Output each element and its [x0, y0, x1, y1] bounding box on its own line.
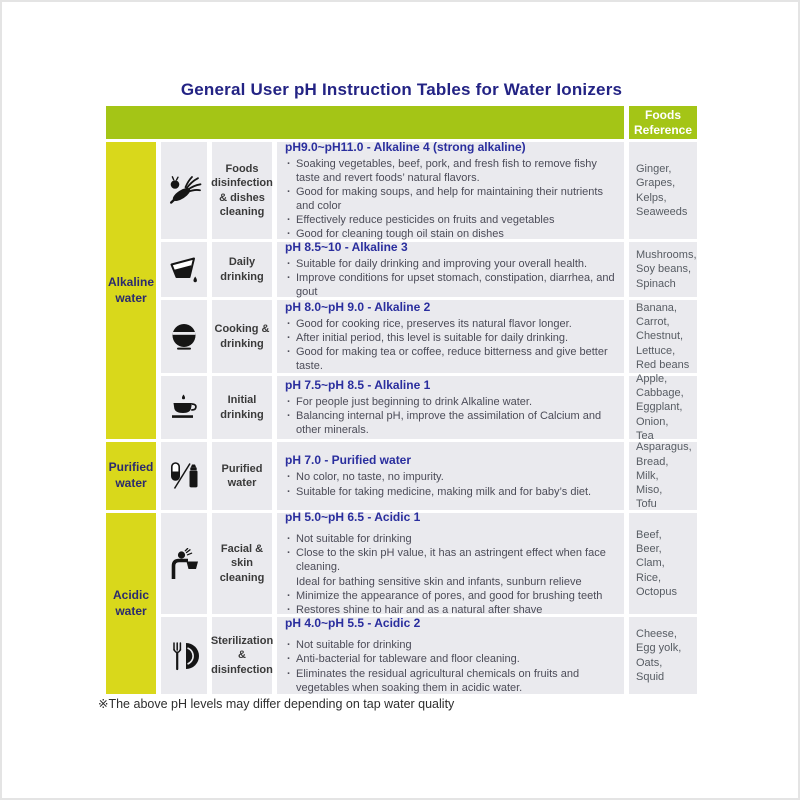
use-label: Initial drinking — [212, 376, 272, 439]
bullet-item: · Good for cooking rice, preserves its natural flavor longer. — [285, 317, 618, 331]
bullet-item: · Not suitable for drinking — [285, 638, 618, 652]
bullet-item: · Effectively reduce pesticides on fruits and vegetables — [285, 213, 618, 227]
bullet-item: · Anti-bacterial for tableware and floor cleaning. — [285, 652, 618, 666]
foods-reference-cell — [629, 442, 697, 510]
food-item: Red beans — [636, 358, 690, 371]
category-alkaline-water: Alkaline water — [106, 142, 156, 439]
icon-cell — [161, 242, 207, 297]
bullet-item: · Restores shine to hair and as a natural after shave — [285, 603, 618, 617]
category-acidic-water: Acidic water — [106, 513, 156, 694]
capsule-bottle-icon — [167, 460, 201, 492]
pouring-glass-icon — [167, 254, 201, 286]
use-label: Foods disinfection & dishes cleaning — [212, 142, 272, 239]
bullet-item: · After initial period, this level is suitable for daily drinking. — [285, 331, 618, 345]
bullet-list — [285, 257, 618, 299]
use-label: Facial & skin cleaning — [212, 513, 272, 614]
food-item: Beer, — [636, 543, 662, 556]
ph-level-heading: pH 8.0~pH 9.0 - Alkaline 2 — [285, 299, 431, 314]
food-item: Seaweeds — [636, 205, 688, 218]
rice-pot-icon — [168, 321, 200, 353]
food-item: Rice, — [636, 571, 662, 584]
icon-cell — [161, 376, 207, 439]
bullet-item: · Good for making soups, and help for maintaining their nutrients and color — [285, 185, 618, 213]
table-header-bar — [106, 106, 624, 139]
food-item: Kelps, — [636, 191, 667, 204]
ph-level-heading: pH 4.0~pH 5.5 - Acidic 2 — [285, 616, 421, 631]
bullet-item: · Eliminates the residual agricultural chemicals on fruits and vegetables when soaking them in acidic water. — [285, 667, 618, 695]
foods-reference-cell — [629, 242, 697, 297]
icon-cell — [161, 617, 207, 694]
face-washing-icon — [166, 548, 202, 580]
food-item: Lettuce, — [636, 344, 676, 357]
bullet-item: · For people just beginning to drink Alkaline water. — [285, 395, 618, 409]
ph-level-heading: pH 5.0~pH 6.5 - Acidic 1 — [285, 510, 421, 525]
food-item: Octopus — [636, 585, 677, 598]
food-item: Clam, — [636, 557, 665, 570]
fork-plate-icon — [167, 640, 201, 672]
foods-reference-header — [629, 106, 697, 139]
food-item: Oats, — [636, 656, 663, 669]
food-item: Apple, — [636, 372, 668, 385]
ph-level-heading: pH 7.5~pH 8.5 - Alkaline 1 — [285, 377, 431, 392]
bullet-item: · Good for making tea or coffee, reduce bitterness and give better taste. — [285, 345, 618, 373]
food-item: Milk, — [636, 469, 659, 482]
use-label: Sterilization & disinfection — [212, 617, 272, 694]
foods-reference-cell — [629, 513, 697, 614]
food-item: Bread, — [636, 455, 669, 468]
food-item: Eggplant, — [636, 401, 683, 414]
bullet-item: · Good for cleaning tough oil stain on dishes — [285, 227, 618, 241]
bullet-item: · Balancing internal pH, improve the assimilation of Calcium and other minerals. — [285, 409, 618, 437]
food-item: Cheese, — [636, 627, 677, 640]
food-item: Miso, — [636, 484, 663, 497]
food-item: Mushrooms, — [636, 249, 697, 262]
bullet-item: Ideal for bathing sensitive skin and infants, sunburn relieve — [296, 575, 582, 588]
icon-cell — [161, 513, 207, 614]
ph-description-cell — [277, 300, 624, 373]
foods-header-line2: Reference — [633, 122, 693, 137]
food-item: Asparagus, — [636, 441, 692, 454]
food-item: Carrot, — [636, 316, 670, 329]
ph-description-cell — [277, 510, 624, 616]
food-item: Banana, — [636, 301, 677, 314]
bullet-item: · Not suitable for drinking — [285, 532, 618, 546]
use-label: Cooking & drinking — [212, 300, 272, 373]
bullet-item: · Suitable for taking medicine, making milk and for baby’s diet. — [285, 485, 618, 499]
page-title: General User pH Instruction Tables for Water Ionizers — [180, 80, 623, 99]
foods-header-line1: Foods — [645, 108, 681, 123]
bullet-item: · Minimize the appearance of pores, and good for brushing teeth — [285, 589, 618, 603]
bullet-item: · Suitable for daily drinking and improving your overall health. — [285, 257, 618, 271]
bullet-list — [285, 317, 618, 373]
foods-reference-cell — [629, 142, 697, 239]
bullet-item: · Close to the skin pH value, it has an astringent effect when face cleaning. — [285, 546, 618, 574]
ph-table — [106, 106, 697, 694]
food-item: Onion, — [636, 415, 669, 428]
ph-level-heading: pH9.0~pH11.0 - Alkaline 4 (strong alkaline) — [285, 139, 526, 154]
foods-reference-cell — [629, 617, 697, 694]
use-label: Daily drinking — [212, 242, 272, 297]
ph-description-cell — [277, 139, 624, 241]
ph-description-cell — [277, 617, 624, 694]
ph-level-heading: pH 8.5~10 - Alkaline 3 — [285, 239, 408, 254]
food-item: Tofu — [636, 498, 657, 511]
bullet-item: · Soaking vegetables, beef, pork, and fresh fish to remove fishy taste and revert foods’ natural flavors. — [285, 157, 618, 185]
food-item: Soy beans, — [636, 263, 692, 276]
category-purified-water: Purified water — [106, 442, 156, 510]
icon-cell — [161, 300, 207, 373]
icon-cell — [161, 442, 207, 510]
use-label: Purified water — [212, 442, 272, 510]
food-item: Beef, — [636, 528, 662, 541]
bullet-list — [285, 532, 618, 616]
bullet-item: · Improve conditions for upset stomach, constipation, diarrhea, and gout — [285, 271, 618, 299]
vegetables-icon — [166, 175, 202, 207]
ph-description-cell — [277, 376, 624, 439]
food-item: Tea — [636, 429, 654, 442]
food-item: Spinach — [636, 277, 676, 290]
food-item: Squid — [636, 670, 665, 683]
icon-cell — [161, 142, 207, 239]
ph-description-cell — [277, 239, 624, 299]
teacup-icon — [167, 393, 201, 423]
foods-reference-cell — [629, 300, 697, 373]
food-item: Chestnut, — [636, 330, 684, 343]
food-item: Grapes, — [636, 177, 676, 190]
bullet-list — [285, 395, 618, 437]
footnote: ※The above pH levels may differ depending on tap water quality — [98, 697, 455, 711]
bullet-list — [285, 157, 618, 241]
food-item: Egg yolk, — [636, 642, 682, 655]
ph-level-heading: pH 7.0 - Purified water — [285, 453, 412, 468]
food-item: Cabbage, — [636, 387, 684, 400]
food-item: Ginger, — [636, 162, 672, 175]
foods-reference-cell — [629, 372, 697, 442]
ph-description-cell — [277, 442, 624, 510]
bullet-list — [285, 470, 618, 498]
bullet-list — [285, 638, 618, 694]
bullet-item: · No color, no taste, no impurity. — [285, 470, 618, 484]
